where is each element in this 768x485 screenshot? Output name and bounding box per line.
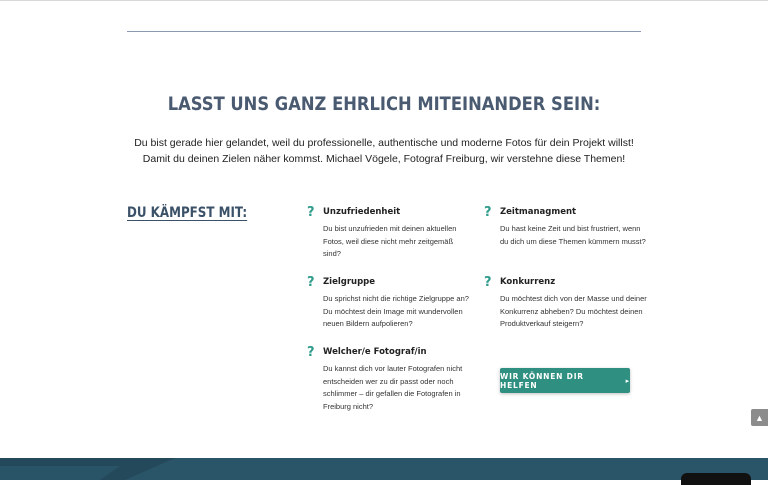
intro-line-2: Damit du deinen Zielen näher kommst. Michael Vögele, Fotograf Freiburg, wir verstehne diese Themen! <box>142 153 626 165</box>
intro-line-1: Du bist gerade hier gelandet, weil du professionelle, authentische und moderne Fotos für dein Projekt willst! <box>134 137 634 149</box>
problem-item-unzufriedenheit <box>307 205 473 261</box>
section-divider <box>127 31 641 32</box>
footer-band <box>0 458 768 480</box>
problems-heading: DU KÄMPFST MIT: <box>127 205 248 221</box>
problem-item-fotograf <box>307 345 473 413</box>
chevron-right-icon: ▸ <box>625 376 630 385</box>
top-border <box>0 0 768 1</box>
problem-item-zeitmanagment <box>484 205 650 248</box>
question-mark-icon: ? <box>307 205 315 220</box>
problem-title: Konkurrenz <box>500 277 556 287</box>
problem-text: Du möchtest dich von der Masse und deiner Konkurrenz abheben? Du möchtest deinen Produktverkauf steigern? <box>500 294 647 328</box>
chat-widget-tab[interactable] <box>681 473 751 485</box>
section-headline: LASST UNS GANZ EHRLICH MITEINANDER SEIN: <box>167 93 601 115</box>
scroll-to-top-button[interactable] <box>751 409 768 426</box>
problem-title: Unzufriedenheit <box>323 207 401 217</box>
question-mark-icon: ? <box>484 275 492 290</box>
problem-text: Du kannst dich vor lauter Fotografen nicht entscheiden wer zu dir passt oder noch schlimmer – dir gefallen die Fotografen in Freiburg nicht? <box>323 364 463 411</box>
problem-text: Du bist unzufrieden mit deinen aktuellen Fotos, weil diese nicht mehr zeitgemäß sind? <box>323 224 457 258</box>
problem-item-konkurrenz <box>484 275 650 331</box>
footer-decoration <box>0 458 180 480</box>
cta-label: WIR KÖNNEN DIR HELFEN <box>500 371 584 390</box>
question-mark-icon: ? <box>307 275 315 290</box>
problem-item-zielgruppe <box>307 275 473 331</box>
problem-title: Welcher/e Fotograf/in <box>323 347 427 357</box>
problem-text: Du sprichst nicht die richtige Zielgruppe an? Du möchtest dein Image mit wundervollen neuen Bildern aufpolieren? <box>323 294 469 328</box>
chevron-up-icon: ▲ <box>755 412 764 423</box>
help-cta-button[interactable] <box>500 368 630 393</box>
question-mark-icon: ? <box>484 205 492 220</box>
intro-text <box>0 135 768 167</box>
question-mark-icon: ? <box>307 345 315 360</box>
problem-text: Du hast keine Zeit und bist frustriert, wenn du dich um diese Themen kümmern musst? <box>500 224 646 246</box>
problem-title: Zielgruppe <box>323 277 376 287</box>
problem-title: Zeitmanagment <box>500 207 577 217</box>
